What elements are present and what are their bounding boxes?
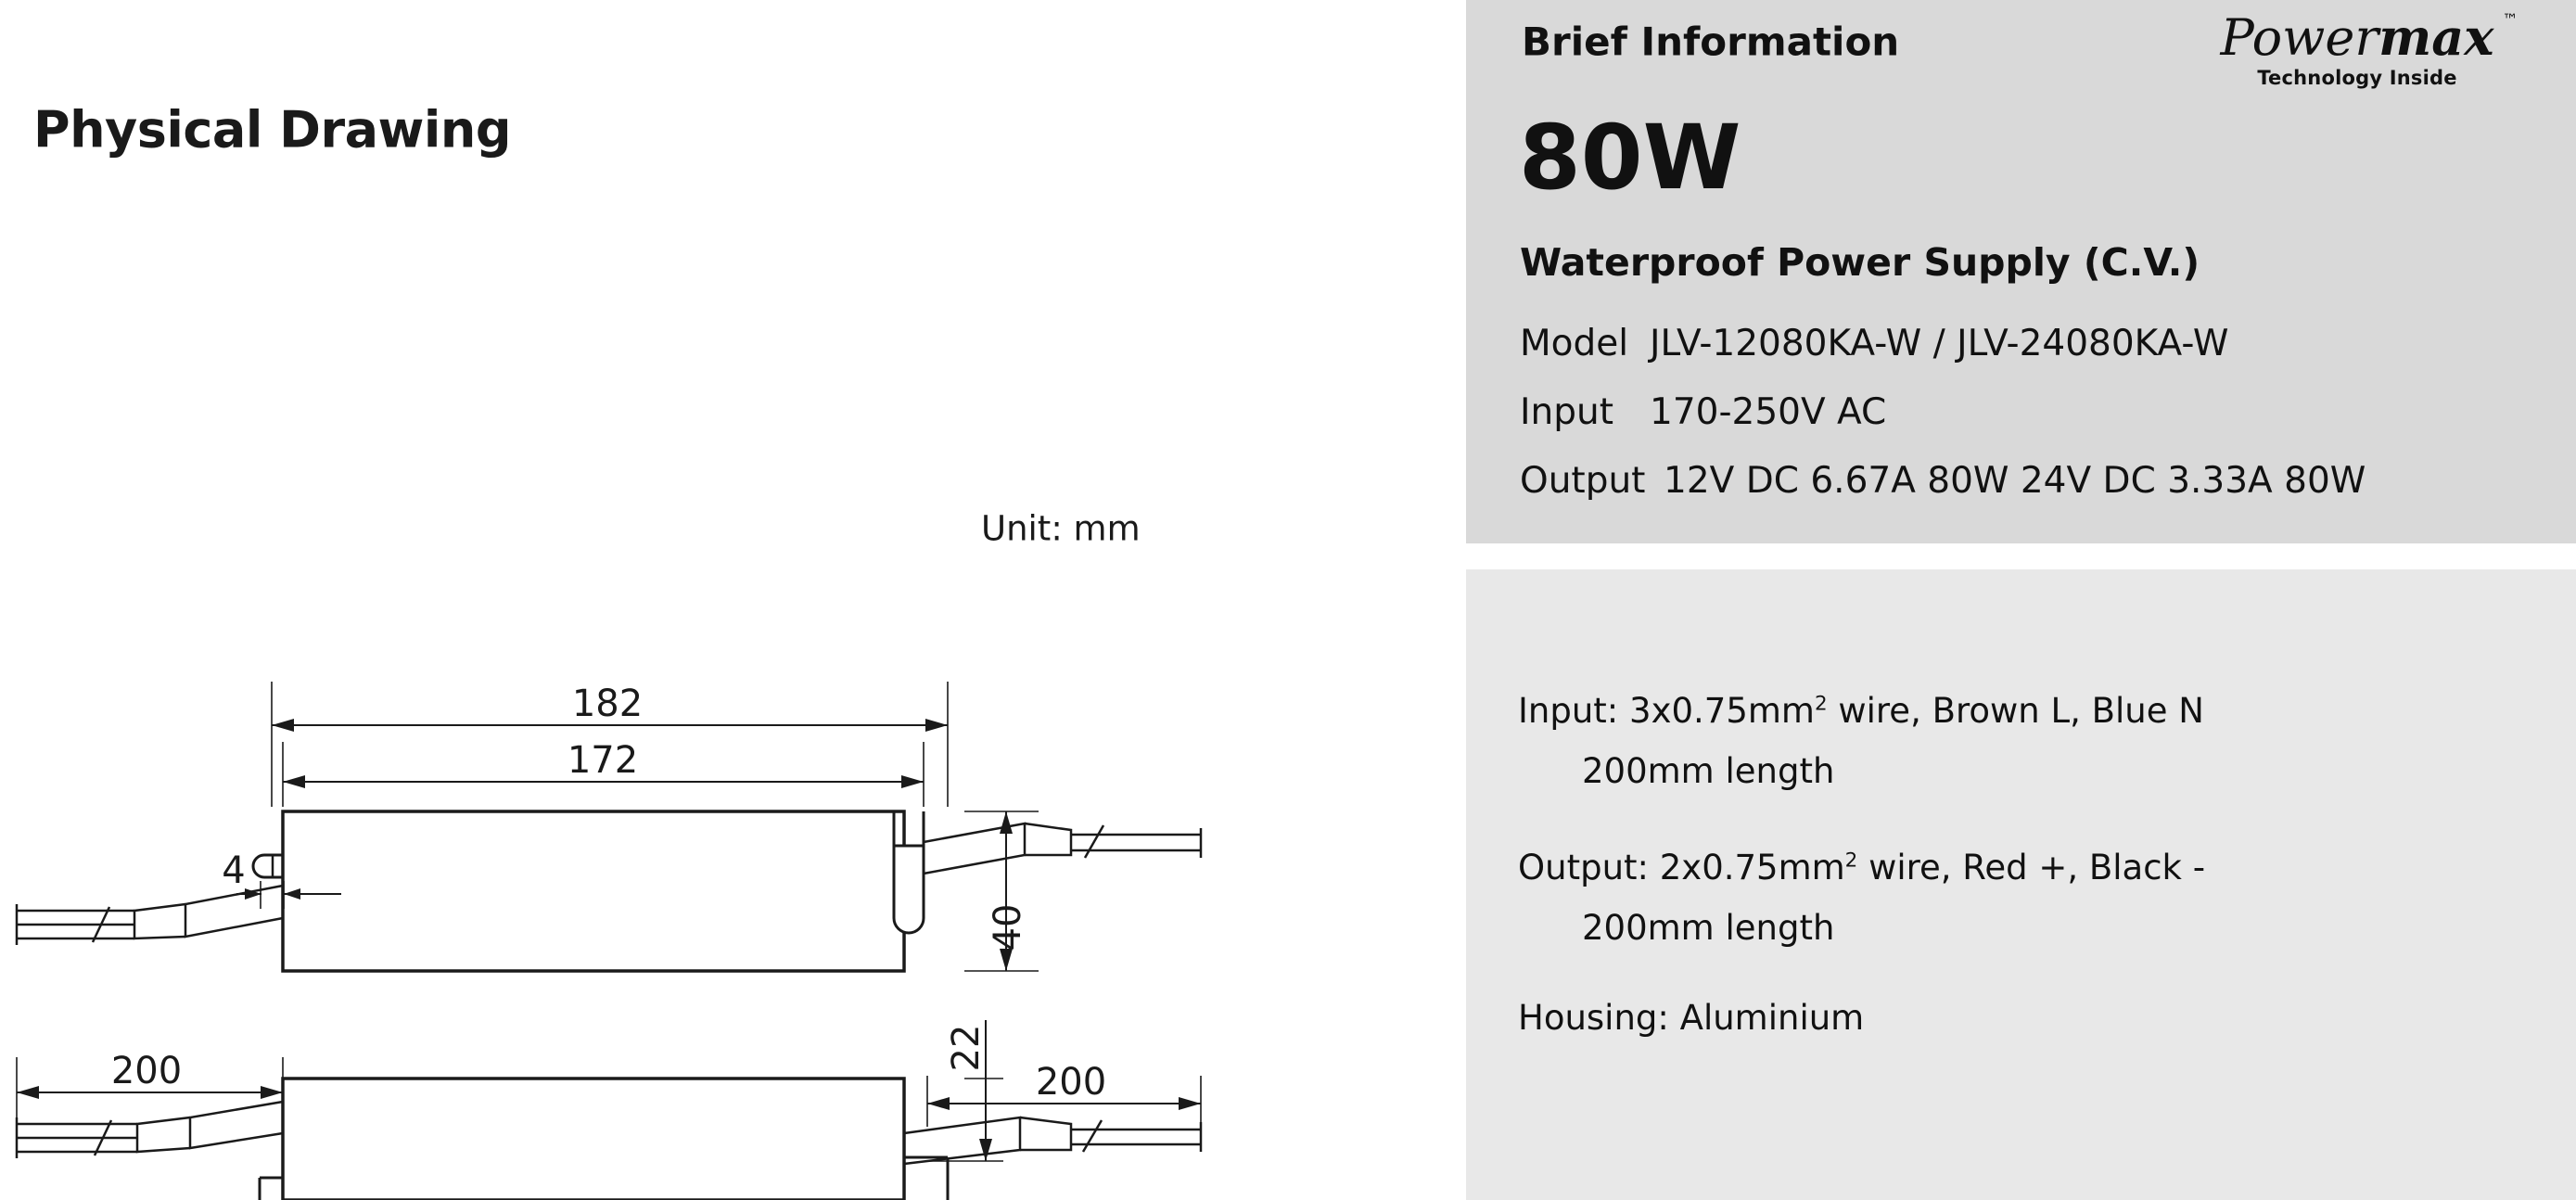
spec-label-model: Model [1520, 323, 1629, 364]
detail-input-suffix: wire, Brown L, Blue N [1827, 691, 2204, 731]
detail-housing: Housing: Aluminium [1518, 998, 1865, 1038]
powermax-logo [2181, 7, 2533, 89]
information-panel [1456, 0, 2576, 1200]
spec-value-output: 12V DC 6.67A 80W 24V DC 3.33A 80W [1664, 460, 2366, 502]
spec-label-output: Output [1520, 460, 1646, 502]
dim-overall-length: 182 [571, 683, 644, 725]
spec-row-model [1520, 323, 2228, 364]
spec-row-output [1520, 460, 2366, 502]
logo-tagline: Technology Inside [2257, 66, 2457, 89]
detail-output-wire [1518, 848, 2205, 887]
detail-input-wire [1518, 691, 2204, 731]
panel-divider [1456, 0, 1457, 1200]
dim-wire-left: 200 [110, 1050, 183, 1092]
logo-word-max: max [2378, 7, 2494, 67]
spec-row-input [1520, 391, 1886, 433]
dim-wire-right: 200 [1035, 1061, 1107, 1104]
brief-information-heading: Brief Information [1522, 19, 1900, 65]
trademark-symbol: ™ [2502, 11, 2519, 30]
dim-mount-tab: 4 [222, 849, 246, 892]
dim-side-height: 22 [945, 1024, 988, 1072]
product-type: Waterproof Power Supply (C.V.) [1520, 240, 2200, 285]
logo-word-power: Power [2220, 8, 2379, 67]
spec-value-model: JLV-12080KA-W / JLV-24080KA-W [1650, 323, 2229, 364]
detail-input-superscript: 2 [1814, 692, 1828, 716]
wire-details-box [1466, 569, 2576, 1200]
unit-label: Unit: mm [981, 508, 1141, 549]
detail-input-prefix: Input: 3x0.75mm [1518, 691, 1815, 731]
logo-wordmark [2220, 7, 2519, 67]
spec-label-input: Input [1520, 391, 1613, 433]
detail-input-length: 200mm length [1582, 751, 1835, 791]
detail-output-suffix: wire, Red +, Black - [1857, 848, 2206, 887]
dim-body-length: 172 [567, 739, 639, 782]
detail-output-superscript: 2 [1844, 849, 1858, 873]
dim-height: 40 [987, 903, 1029, 951]
wattage-value: 80W [1519, 106, 1741, 210]
page-title: Physical Drawing [33, 100, 512, 160]
brief-information-box [1466, 0, 2576, 543]
detail-output-length: 200mm length [1582, 908, 1835, 948]
detail-output-prefix: Output: 2x0.75mm [1518, 848, 1845, 887]
spec-value-input: 170-250V AC [1650, 391, 1887, 433]
